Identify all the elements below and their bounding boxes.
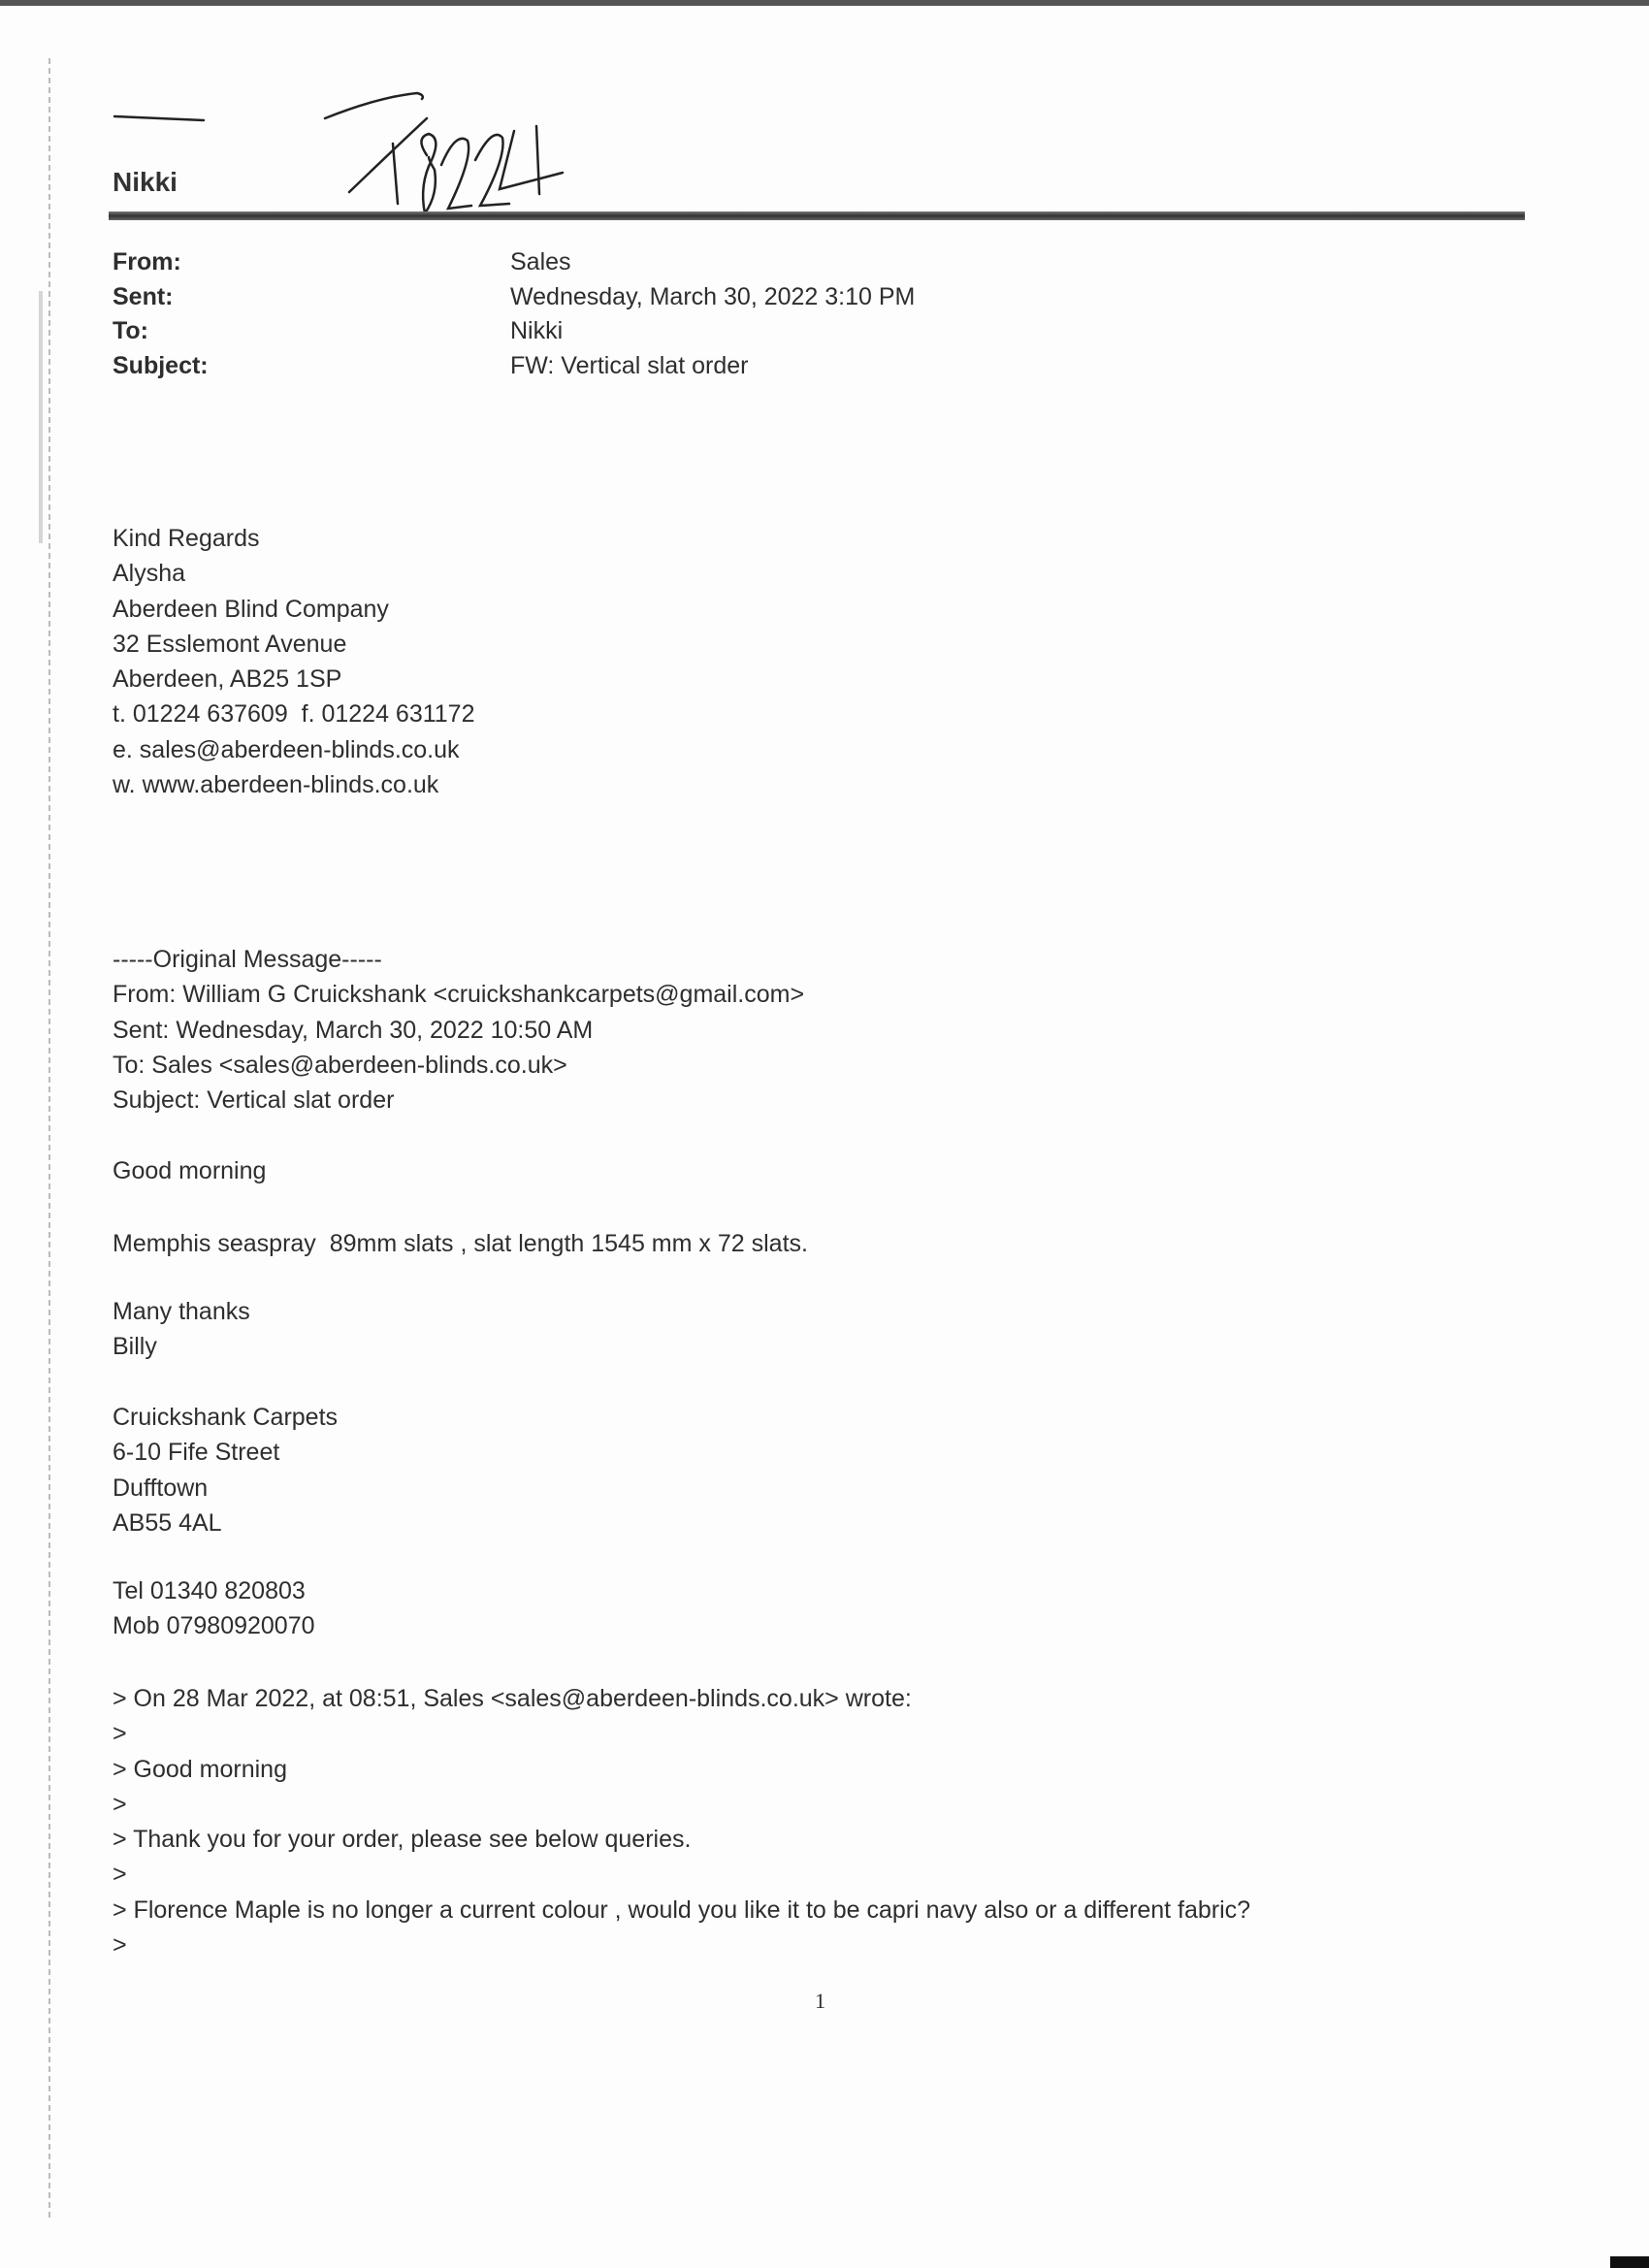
scan-corner xyxy=(1610,2256,1649,2268)
handwritten-note-t8224 xyxy=(107,78,689,223)
quoted-line: > xyxy=(113,1861,127,1889)
signature-line: e. sales@aberdeen-blinds.co.uk xyxy=(113,735,460,763)
quoted-line: > Florence Maple is no longer a current colour , would you like it to be capri navy also or a different fabric? xyxy=(113,1895,1251,1924)
email-header xyxy=(113,245,915,384)
field-value: Sales xyxy=(510,248,571,275)
original-message-header xyxy=(113,942,804,1118)
quoted-line: > xyxy=(113,1790,127,1818)
sender-phones xyxy=(113,1573,315,1644)
signature-line: Alysha xyxy=(113,560,186,588)
signature-line: 32 Esslemont Avenue xyxy=(113,630,347,658)
address-line: Dufftown xyxy=(113,1474,209,1502)
mob: Mob 07980920070 xyxy=(113,1612,315,1640)
quoted-message xyxy=(113,1681,1250,1962)
orig-sent: Sent: Wednesday, March 30, 2022 10:50 AM xyxy=(113,1016,594,1044)
field-value: FW: Vertical slat order xyxy=(510,352,749,380)
address-line: AB55 4AL xyxy=(113,1508,222,1537)
address-line: Cruickshank Carpets xyxy=(113,1404,339,1431)
quoted-line: > Good morning xyxy=(113,1755,287,1783)
signature-line: Kind Regards xyxy=(113,525,260,552)
field-label: To: xyxy=(113,317,149,345)
page-title: Nikki xyxy=(113,167,178,197)
header-rule xyxy=(109,211,1525,220)
orig-subject: Subject: Vertical slat order xyxy=(113,1086,395,1115)
closing xyxy=(113,1294,250,1365)
signature-line: Aberdeen, AB25 1SP xyxy=(113,665,342,694)
page-number: 1 xyxy=(815,1989,825,2013)
quoted-line: > On 28 Mar 2022, at 08:51, Sales <sales@aberdeen-blinds.co.uk> wrote: xyxy=(113,1685,912,1712)
order-body: Memphis seaspray 89mm slats , slat length 1545 mm x 72 slats. xyxy=(113,1230,808,1257)
orig-from: From: William G Cruickshank <cruickshankcarpets@gmail.com> xyxy=(113,981,805,1009)
sender-address xyxy=(113,1400,338,1540)
field-label: From: xyxy=(113,248,181,275)
scan-edge-left xyxy=(48,58,50,2221)
separator: -----Original Message----- xyxy=(113,946,382,973)
signature xyxy=(113,521,475,802)
scan-shadow xyxy=(39,291,43,543)
field-label: Subject: xyxy=(113,352,209,380)
scan-edge xyxy=(0,0,1649,6)
signature-line: w. www.aberdeen-blinds.co.uk xyxy=(113,771,439,799)
field-value: Nikki xyxy=(510,317,564,345)
header-from xyxy=(113,245,915,280)
signature-line: t. 01224 637609 f. 01224 631172 xyxy=(113,700,475,729)
field-value: Wednesday, March 30, 2022 3:10 PM xyxy=(510,282,916,310)
field-label: Sent: xyxy=(113,282,174,310)
quoted-line: > xyxy=(113,1720,127,1748)
tel: Tel 01340 820803 xyxy=(113,1577,306,1604)
greeting: Good morning xyxy=(113,1157,267,1184)
signature-line: Aberdeen Blind Company xyxy=(113,595,389,623)
orig-to: To: Sales <sales@aberdeen-blinds.co.uk> xyxy=(113,1051,567,1079)
header-sent xyxy=(113,280,915,315)
header-to xyxy=(113,314,915,349)
header-subject xyxy=(113,349,915,384)
quoted-line: > Thank you for your order, please see below queries. xyxy=(113,1826,692,1854)
address-line: 6-10 Fife Street xyxy=(113,1439,280,1467)
sender-name: Billy xyxy=(113,1333,157,1361)
closing-text: Many thanks xyxy=(113,1298,250,1325)
quoted-line: > xyxy=(113,1931,127,1960)
